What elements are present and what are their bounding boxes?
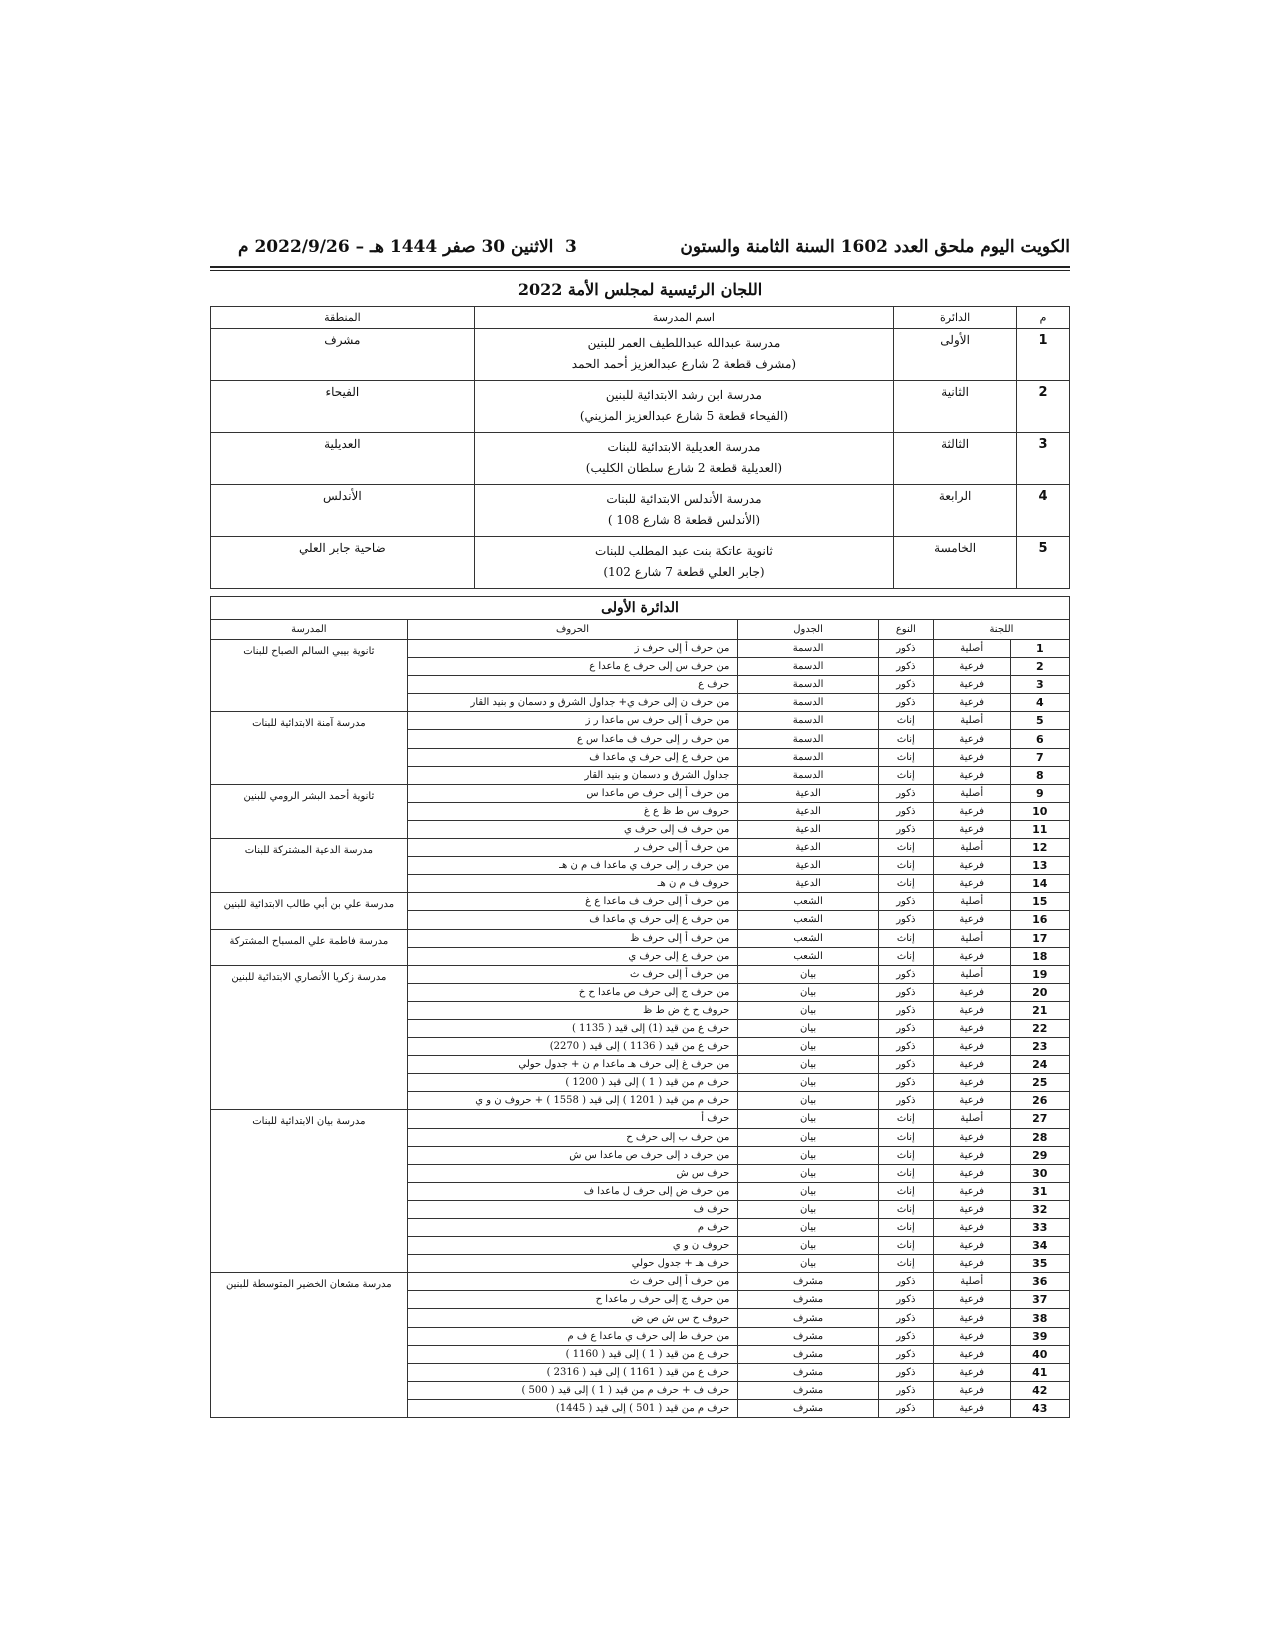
committee-type: فرعية (933, 1381, 1010, 1399)
committee-type: أصلية (933, 839, 1010, 857)
letters-range: من حرف أ إلى حرف ث (407, 965, 738, 983)
gender: إناث (878, 875, 933, 893)
committee-number: 23 (1010, 1038, 1069, 1056)
committee-number: 32 (1010, 1200, 1069, 1218)
gender: ذكور (878, 1327, 933, 1345)
row-number: 2 (1017, 381, 1070, 433)
area-name: ضاحية جابر العلي (211, 537, 475, 589)
voter-table: بيان (738, 1182, 878, 1200)
committee-number: 17 (1010, 929, 1069, 947)
letters-range: من حرف ع إلى حرف ي (407, 947, 738, 965)
gender: إناث (878, 1200, 933, 1218)
letters-range: من حرف د إلى حرف ص ماعدا س ش (407, 1146, 738, 1164)
gender: إناث (878, 748, 933, 766)
gender: إناث (878, 766, 933, 784)
letters-range: حرف ف + حرف م من قيد ( 1 ) إلى قيد ( 500 ) (407, 1381, 738, 1399)
school-name: مدرسة العديلية الابتدائية للبنات (607, 440, 761, 454)
committee-type: فرعية (933, 1019, 1010, 1037)
committee-number: 4 (1010, 694, 1069, 712)
committee-number: 40 (1010, 1345, 1069, 1363)
committee-number: 20 (1010, 983, 1069, 1001)
voter-table: بيان (738, 1146, 878, 1164)
voter-table: الشعب (738, 893, 878, 911)
row-number: 1 (1017, 329, 1070, 381)
letters-range: من حرف ط إلى حرف ي ماعدا ع ف م (407, 1327, 738, 1345)
letters-range: حرف هـ + جدول حولي (407, 1255, 738, 1273)
gender: إناث (878, 1164, 933, 1182)
letters-range: حرف م من قيد ( 501 ) إلى قيد ( 1445) (407, 1399, 738, 1417)
committee-type: فرعية (933, 875, 1010, 893)
table-title-row (211, 597, 1070, 620)
first-district-table (210, 596, 1070, 1418)
voter-table: الدسمة (738, 640, 878, 658)
gender: إناث (878, 947, 933, 965)
committee-number: 10 (1010, 802, 1069, 820)
voter-table: الشعب (738, 911, 878, 929)
committee-type: فرعية (933, 1128, 1010, 1146)
voter-table: بيان (738, 1128, 878, 1146)
committee-number: 6 (1010, 730, 1069, 748)
committee-type: فرعية (933, 1237, 1010, 1255)
voter-table: بيان (738, 965, 878, 983)
voter-table: بيان (738, 1237, 878, 1255)
gender: ذكور (878, 1363, 933, 1381)
row-number: 3 (1017, 433, 1070, 485)
voter-table: الدسمة (738, 676, 878, 694)
committee-number: 13 (1010, 857, 1069, 875)
committee-type: فرعية (933, 658, 1010, 676)
gender: ذكور (878, 640, 933, 658)
letters-range: من حرف أ إلى حرف ص ماعدا س (407, 784, 738, 802)
district-name: الثالثة (894, 433, 1017, 485)
school-name: مدرسة علي بن أبي طالب الابتدائية للبنين (211, 893, 408, 929)
letters-range: حرف أ (407, 1110, 738, 1128)
letters-range: حروف ح خ ض ط ظ (407, 1001, 738, 1019)
committee-number: 14 (1010, 875, 1069, 893)
gender: إناث (878, 1255, 933, 1273)
district-title: الدائرة الأولى (211, 597, 1070, 620)
committees-title: اللجان الرئيسية لمجلس الأمة 2022 (517, 280, 763, 299)
committee-number: 34 (1010, 1237, 1069, 1255)
school-cell (474, 381, 893, 433)
letters-range: من حرف أ إلى حرف ف ماعدا ع غ (407, 893, 738, 911)
gender: إناث (878, 929, 933, 947)
committee-type: أصلية (933, 929, 1010, 947)
committee-number: 38 (1010, 1309, 1069, 1327)
voter-table: بيان (738, 983, 878, 1001)
table-row (211, 485, 1070, 537)
committee-type: فرعية (933, 1200, 1010, 1218)
district-name: الثانية (894, 381, 1017, 433)
committee-type: فرعية (933, 694, 1010, 712)
voter-table: مشرف (738, 1399, 878, 1417)
committee-type: فرعية (933, 1038, 1010, 1056)
committee-number: 42 (1010, 1381, 1069, 1399)
letters-range: حرف ع من قيد ( 1161 ) إلى قيد ( 2316 ) (407, 1363, 738, 1381)
voter-table: الدسمة (738, 712, 878, 730)
committee-number: 21 (1010, 1001, 1069, 1019)
table-header-row (211, 307, 1070, 329)
header-num: م (1017, 307, 1070, 329)
letters-range: جداول الشرق و دسمان و بنيد القار (407, 766, 738, 784)
table-row (211, 965, 1070, 983)
school-address: (جابر العلي قطعة 7 شارع 102) (603, 565, 765, 579)
school-cell (474, 485, 893, 537)
gender: إناث (878, 857, 933, 875)
letters-range: من حرف ع إلى حرف ي ماعدا ف (407, 911, 738, 929)
table-row (211, 712, 1070, 730)
gender: ذكور (878, 676, 933, 694)
school-name: مدرسة فاطمة علي المسباح المشتركة (211, 929, 408, 965)
gender: إناث (878, 1110, 933, 1128)
header-school: المدرسة (211, 620, 408, 640)
gender: ذكور (878, 965, 933, 983)
committee-type: فرعية (933, 1363, 1010, 1381)
committee-type: فرعية (933, 1255, 1010, 1273)
district-name: الخامسة (894, 537, 1017, 589)
gender: ذكور (878, 802, 933, 820)
table-row (211, 839, 1070, 857)
committee-type: فرعية (933, 1219, 1010, 1237)
committee-number: 27 (1010, 1110, 1069, 1128)
gender: ذكور (878, 1309, 933, 1327)
letters-range: من حرف س إلى حرف ع ماعدا ع (407, 658, 738, 676)
committee-number: 36 (1010, 1273, 1069, 1291)
committee-number: 12 (1010, 839, 1069, 857)
gender: ذكور (878, 1273, 933, 1291)
voter-table: مشرف (738, 1345, 878, 1363)
table-row (211, 329, 1070, 381)
committee-number: 3 (1010, 676, 1069, 694)
committee-number: 35 (1010, 1255, 1069, 1273)
voter-table: بيان (738, 1074, 878, 1092)
committee-type: أصلية (933, 640, 1010, 658)
letters-range: من حرف أ إلى حرف ث (407, 1273, 738, 1291)
voter-table: الدعية (738, 839, 878, 857)
voter-table: الدعية (738, 820, 878, 838)
table-row (211, 537, 1070, 589)
letters-range: من حرف أ إلى حرف ظ (407, 929, 738, 947)
header-gender: النوع (878, 620, 933, 640)
letters-range: حروف ف م ن هـ (407, 875, 738, 893)
school-name: مدرسة بيان الابتدائية للبنات (211, 1110, 408, 1273)
gender: إناث (878, 1237, 933, 1255)
letters-range: من حرف ن إلى حرف ي+ جداول الشرق و دسمان و بنيد القار (407, 694, 738, 712)
table-row (211, 929, 1070, 947)
area-name: العديلية (211, 433, 475, 485)
area-name: مشرف (211, 329, 475, 381)
letters-range: حرف ع من قيد (1) إلى قيد ( 1135 ) (407, 1019, 738, 1037)
school-name: مدرسة الدعية المشتركة للبنات (211, 839, 408, 893)
committee-type: فرعية (933, 676, 1010, 694)
voter-table: بيان (738, 1092, 878, 1110)
school-name: ثانوية أحمد البشر الرومي للبنين (211, 784, 408, 838)
committee-number: 33 (1010, 1219, 1069, 1237)
gender: إناث (878, 1146, 933, 1164)
voter-table: بيان (738, 1200, 878, 1218)
letters-range: من حرف غ إلى حرف هـ ماعدا م ن + جدول حولي (407, 1056, 738, 1074)
letters-range: من حرف ر إلى حرف ف ماعدا س ع (407, 730, 738, 748)
committee-type: فرعية (933, 1345, 1010, 1363)
committee-type: أصلية (933, 712, 1010, 730)
voter-table: الدسمة (738, 748, 878, 766)
committee-type: فرعية (933, 1182, 1010, 1200)
letters-range: من حرف ف إلى حرف ي (407, 820, 738, 838)
header-date: الاثنين 30 صفر 1444 هـ – 2022/9/26 م (238, 237, 554, 257)
page-header (210, 237, 1070, 263)
committee-type: فرعية (933, 1399, 1010, 1417)
gender: إناث (878, 730, 933, 748)
letters-range: حرف م (407, 1219, 738, 1237)
header-rule-thin (210, 270, 1070, 271)
gender: ذكور (878, 784, 933, 802)
gender: ذكور (878, 1092, 933, 1110)
header-table: الجدول (738, 620, 878, 640)
letters-range: من حرف ج إلى حرف ص ماعدا ح خ (407, 983, 738, 1001)
committee-number: 8 (1010, 766, 1069, 784)
gender: ذكور (878, 1074, 933, 1092)
committee-number: 7 (1010, 748, 1069, 766)
committee-number: 39 (1010, 1327, 1069, 1345)
letters-range: حرف ع من قيد ( 1 ) إلى قيد ( 1160 ) (407, 1345, 738, 1363)
committee-number: 9 (1010, 784, 1069, 802)
table-row (211, 381, 1070, 433)
letters-range: من حرف ر إلى حرف ي ماعدا ف م ن هـ (407, 857, 738, 875)
gender: إناث (878, 712, 933, 730)
gender: إناث (878, 839, 933, 857)
letters-range: من حرف ض إلى حرف ل ماعدا ف (407, 1182, 738, 1200)
row-number: 4 (1017, 485, 1070, 537)
school-name: ثانوية بيبي السالم الصباح للبنات (211, 640, 408, 712)
school-name: مدرسة عبدالله عبداللطيف العمر للبنين (587, 336, 781, 350)
voter-table: بيان (738, 1219, 878, 1237)
committee-number: 16 (1010, 911, 1069, 929)
school-name: مدرسة زكريا الأنصاري الابتدائية للبنين (211, 965, 408, 1110)
committee-number: 37 (1010, 1291, 1069, 1309)
committee-type: فرعية (933, 1327, 1010, 1345)
area-name: الأندلس (211, 485, 475, 537)
gender: ذكور (878, 1291, 933, 1309)
school-cell (474, 433, 893, 485)
letters-range: حرف ع (407, 676, 738, 694)
letters-range: حروف ن و ي (407, 1237, 738, 1255)
voter-table: مشرف (738, 1291, 878, 1309)
school-name: ثانوية عاتكة بنت عبد المطلب للبنات (595, 544, 773, 558)
gender: ذكور (878, 1056, 933, 1074)
committee-number: 15 (1010, 893, 1069, 911)
committee-type: فرعية (933, 857, 1010, 875)
letters-range: من حرف ع إلى حرف ي ماعدا ف (407, 748, 738, 766)
voter-table: الشعب (738, 929, 878, 947)
committee-number: 1 (1010, 640, 1069, 658)
school-address: (مشرف قطعة 2 شارع عبدالعزيز أحمد الحمد (571, 357, 797, 371)
committee-number: 28 (1010, 1128, 1069, 1146)
gender: ذكور (878, 1038, 933, 1056)
committee-type: فرعية (933, 1291, 1010, 1309)
committee-type: فرعية (933, 1164, 1010, 1182)
gender: ذكور (878, 658, 933, 676)
header-gazette: الكويت اليوم ملحق العدد 1602 السنة الثامنة والستون (680, 237, 1070, 257)
voter-table: مشرف (738, 1309, 878, 1327)
header-school: اسم المدرسة (474, 307, 893, 329)
letters-range: حرف ع من قيد ( 1136 ) إلى قيد ( 2270) (407, 1038, 738, 1056)
committee-number: 26 (1010, 1092, 1069, 1110)
gender: إناث (878, 1219, 933, 1237)
school-name: مدرسة آمنة الابتدائية للبنات (211, 712, 408, 784)
committee-number: 30 (1010, 1164, 1069, 1182)
school-address: (الفيحاء قطعة 5 شارع عبدالعزيز المزيني) (579, 409, 789, 423)
page-number: 3 (565, 237, 577, 257)
gender: ذكور (878, 893, 933, 911)
gender: ذكور (878, 911, 933, 929)
gender: ذكور (878, 1345, 933, 1363)
committee-number: 25 (1010, 1074, 1069, 1092)
header-committee: اللجنة (933, 620, 1069, 640)
school-address: (العديلية قطعة 2 شارع سلطان الكليب) (585, 461, 783, 475)
letters-range: من حرف أ إلى حرف س ماعدا ر ز (407, 712, 738, 730)
voter-table: الدسمة (738, 658, 878, 676)
committee-type: فرعية (933, 1146, 1010, 1164)
voter-table: مشرف (738, 1327, 878, 1345)
committee-type: فرعية (933, 983, 1010, 1001)
committee-type: فرعية (933, 820, 1010, 838)
voter-table: بيان (738, 1001, 878, 1019)
committee-type: فرعية (933, 766, 1010, 784)
voter-table: بيان (738, 1110, 878, 1128)
committee-type: فرعية (933, 1309, 1010, 1327)
committee-type: فرعية (933, 1056, 1010, 1074)
voter-table: الدعية (738, 784, 878, 802)
letters-range: حرف م من قيد ( 1201 ) إلى قيد ( 1558 ) + حروف ن و ي (407, 1092, 738, 1110)
voter-table: الشعب (738, 947, 878, 965)
table-row (211, 784, 1070, 802)
gender: ذكور (878, 983, 933, 1001)
gender: ذكور (878, 1001, 933, 1019)
voter-table: الدسمة (738, 694, 878, 712)
committee-number: 5 (1010, 712, 1069, 730)
letters-range: من حرف ب إلى حرف ح (407, 1128, 738, 1146)
committee-number: 29 (1010, 1146, 1069, 1164)
letters-range: من حرف أ إلى حرف ز (407, 640, 738, 658)
committee-type: أصلية (933, 893, 1010, 911)
school-name: مدرسة الأندلس الابتدائية للبنات (606, 492, 762, 506)
voter-table: بيان (738, 1164, 878, 1182)
header-letters: الحروف (407, 620, 738, 640)
committee-number: 2 (1010, 658, 1069, 676)
letters-range: حروف س ط ظ ع غ (407, 802, 738, 820)
gender: ذكور (878, 1381, 933, 1399)
committee-type: فرعية (933, 748, 1010, 766)
gender: ذكور (878, 1399, 933, 1417)
committee-type: فرعية (933, 1001, 1010, 1019)
committee-number: 19 (1010, 965, 1069, 983)
voter-table: بيان (738, 1056, 878, 1074)
school-cell (474, 537, 893, 589)
school-name: مدرسة ابن رشد الابتدائية للبنين (605, 388, 762, 402)
voter-table: الدعية (738, 875, 878, 893)
letters-range: حرف ف (407, 1200, 738, 1218)
committee-number: 31 (1010, 1182, 1069, 1200)
row-number: 5 (1017, 537, 1070, 589)
committee-number: 18 (1010, 947, 1069, 965)
gender: ذكور (878, 820, 933, 838)
school-address: (الأندلس قطعة 8 شارع 108 ) (607, 513, 761, 527)
committee-type: أصلية (933, 1110, 1010, 1128)
table-row (211, 433, 1070, 485)
table-row (211, 640, 1070, 658)
letters-range: حرف م من قيد ( 1 ) إلى قيد ( 1200 ) (407, 1074, 738, 1092)
committee-number: 11 (1010, 820, 1069, 838)
voter-table: مشرف (738, 1273, 878, 1291)
gender: ذكور (878, 1019, 933, 1037)
voter-table: الدسمة (738, 766, 878, 784)
district-name: الأولى (894, 329, 1017, 381)
committee-type: فرعية (933, 802, 1010, 820)
letters-range: من حرف ج إلى حرف ر ماعدا ح (407, 1291, 738, 1309)
table-row (211, 1273, 1070, 1291)
main-committees-table (210, 306, 1070, 589)
area-name: الفيحاء (211, 381, 475, 433)
letters-range: من حرف أ إلى حرف ر (407, 839, 738, 857)
district-name: الرابعة (894, 485, 1017, 537)
school-cell (474, 329, 893, 381)
voter-table: بيان (738, 1019, 878, 1037)
gender: إناث (878, 1128, 933, 1146)
voter-table: بيان (738, 1255, 878, 1273)
voter-table: مشرف (738, 1381, 878, 1399)
committee-number: 41 (1010, 1363, 1069, 1381)
table-row (211, 893, 1070, 911)
table-header-row (211, 620, 1070, 640)
committee-type: أصلية (933, 965, 1010, 983)
committee-type: فرعية (933, 1092, 1010, 1110)
committee-type: أصلية (933, 784, 1010, 802)
voter-table: الدعية (738, 802, 878, 820)
committee-number: 24 (1010, 1056, 1069, 1074)
header-district: الدائرة (894, 307, 1017, 329)
voter-table: الدسمة (738, 730, 878, 748)
committee-type: أصلية (933, 1273, 1010, 1291)
header-area: المنطقة (211, 307, 475, 329)
committee-number: 43 (1010, 1399, 1069, 1417)
gender: إناث (878, 1182, 933, 1200)
committee-number: 22 (1010, 1019, 1069, 1037)
letters-range: حروف ح س ش ص ض (407, 1309, 738, 1327)
committee-type: فرعية (933, 911, 1010, 929)
table-row (211, 1110, 1070, 1128)
committee-type: فرعية (933, 730, 1010, 748)
committee-type: فرعية (933, 947, 1010, 965)
voter-table: الدعية (738, 857, 878, 875)
voter-table: مشرف (738, 1363, 878, 1381)
voter-table: بيان (738, 1038, 878, 1056)
letters-range: حرف س ش (407, 1164, 738, 1182)
school-name: مدرسة مشعان الخضير المتوسطة للبنين (211, 1273, 408, 1418)
committee-type: فرعية (933, 1074, 1010, 1092)
gender: ذكور (878, 694, 933, 712)
header-rule (210, 266, 1070, 268)
